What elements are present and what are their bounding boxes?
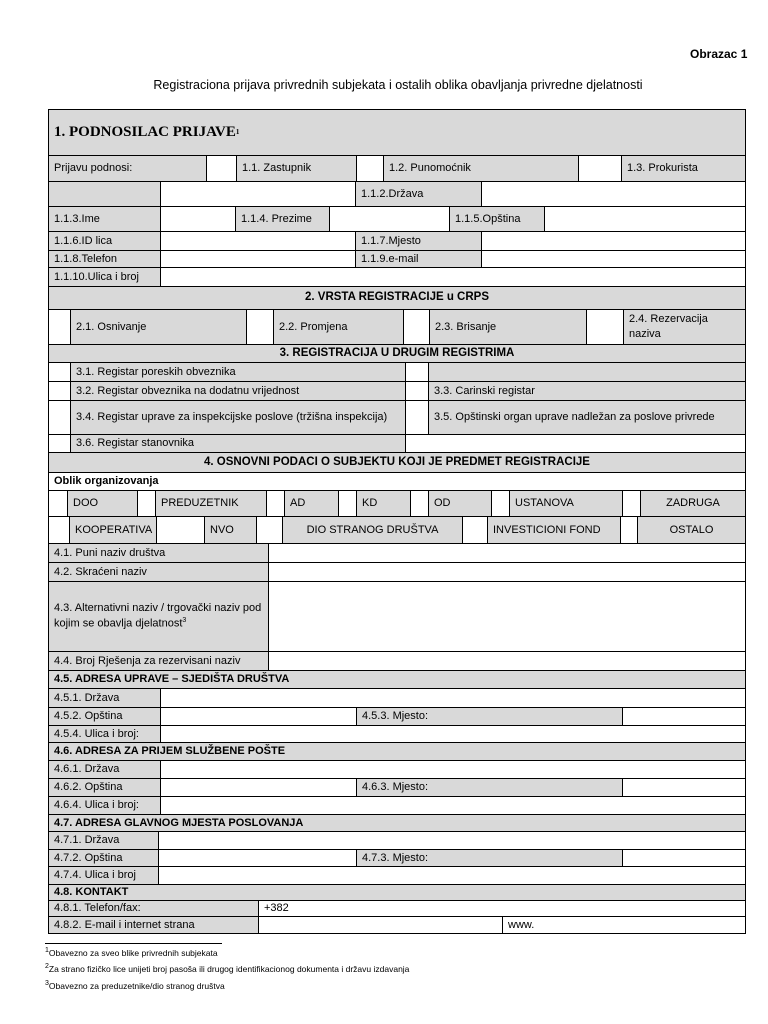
r34-label: 3.4. Registar uprave za inspekcijske poslove (tržišna inspekcija) — [70, 400, 406, 435]
r32-label: 3.2. Registar obveznika na dodatnu vrijednost — [70, 381, 406, 401]
prijavu-label: Prijavu podnosi: — [48, 155, 207, 182]
rezervacija-checkbox[interactable] — [586, 309, 624, 345]
org-preduzetnik: PREDUZETNIK — [155, 490, 267, 517]
org-doo: DOO — [67, 490, 138, 517]
a462-label: 4.6.2. Opština — [48, 778, 161, 797]
footnote-3: $^3$Obavezno za preduzetnike/dio stranog društva — [45, 979, 225, 991]
empty-checkbox[interactable] — [405, 362, 429, 382]
a461-input[interactable] — [160, 760, 746, 779]
drzava-input[interactable] — [481, 181, 746, 207]
osnivanje-checkbox[interactable] — [48, 309, 71, 345]
mjesto-label: 1.1.7.Mjesto — [355, 231, 482, 251]
id-label: 1.1.6.ID lica — [48, 231, 161, 251]
adresa-glavnog-header: 4.7. ADRESA GLAVNOG MJESTA POSLOVANJA — [48, 814, 746, 832]
rezervacija-label: 2.4. Rezervacija naziva — [623, 309, 746, 345]
email-web-label: 4.8.2. E-mail i internet strana — [48, 916, 259, 934]
r35-label: 3.5. Opštinski organ uprave nadležan za poslove privrede — [428, 400, 746, 435]
org-ostalo: OSTALO — [637, 516, 746, 544]
preduzetnik-checkbox[interactable] — [137, 490, 156, 517]
prokurista-checkbox[interactable] — [578, 155, 622, 182]
adresa-poste-header: 4.6. ADRESA ZA PRIJEM SLUŽBENE POŠTE — [48, 742, 746, 761]
section-4-title: 4. OSNOVNI PODACI O SUBJEKTU KOJI JE PREDMET REGISTRACIJE — [48, 452, 746, 473]
r35-checkbox[interactable] — [405, 400, 429, 435]
empty-gray-cell — [428, 362, 746, 382]
telefon-label: 1.1.8.Telefon — [48, 250, 161, 268]
org-nvo: NVO — [204, 516, 257, 544]
id-input[interactable] — [160, 231, 356, 251]
blank-cell — [405, 434, 746, 453]
a474-input[interactable] — [158, 866, 746, 885]
email-input[interactable] — [481, 250, 746, 268]
kooperativa-checkbox[interactable] — [48, 516, 70, 544]
ime-input[interactable] — [160, 206, 236, 232]
telefon-fax-input[interactable]: +382 — [258, 900, 746, 917]
section-1-title: 1. PODNOSILAC PRIJAVE 1 — [48, 109, 746, 156]
a461-label: 4.6.1. Država — [48, 760, 161, 779]
ostalo-checkbox[interactable] — [620, 516, 638, 544]
a452-input[interactable] — [160, 707, 357, 726]
a464-input[interactable] — [160, 796, 746, 815]
r36-checkbox[interactable] — [48, 434, 71, 453]
org-kooperativa: KOOPERATIVA — [69, 516, 157, 544]
osnivanje-label: 2.1. Osnivanje — [70, 309, 247, 345]
punomocnik-checkbox[interactable] — [356, 155, 384, 182]
rjesenje-label: 4.4. Broj Rješenja za rezervisani naziv — [48, 651, 269, 671]
a454-label: 4.5.4. Ulica i broj: — [48, 725, 161, 743]
website-input[interactable]: www. — [502, 916, 746, 934]
footnote-2: $^2$Za strano fizičko lice unijeti broj pasoša ili drugog identifikacionog dokumenta i državu izdavanja — [45, 963, 410, 975]
a472-label: 4.7.2. Opština — [48, 849, 159, 867]
kd-checkbox[interactable] — [338, 490, 357, 517]
org-ad: AD — [284, 490, 339, 517]
kontakt-header: 4.8. KONTAKT — [48, 884, 746, 901]
ustanova-checkbox[interactable] — [491, 490, 510, 517]
prezime-input[interactable] — [329, 206, 450, 232]
od-checkbox[interactable] — [410, 490, 429, 517]
ime-label: 1.1.3.Ime — [48, 206, 161, 232]
skraceni-naziv-label: 4.2. Skraćeni naziv — [48, 562, 269, 582]
zastupnik-label: 1.1. Zastupnik — [236, 155, 357, 182]
prokurista-label: 1.3. Prokurista — [621, 155, 746, 182]
org-investicioni: INVESTICIONI FOND — [487, 516, 621, 544]
blank-gray-cell — [48, 181, 161, 207]
a451-input[interactable] — [160, 688, 746, 708]
r34-checkbox[interactable] — [48, 400, 71, 435]
brisanje-label: 2.3. Brisanje — [429, 309, 587, 345]
a453-label: 4.5.3. Mjesto: — [356, 707, 623, 726]
punomocnik-label: 1.2. Punomoćnik — [383, 155, 579, 182]
a471-input[interactable] — [158, 831, 746, 850]
alternativni-naziv-input[interactable] — [268, 581, 746, 652]
a474-label: 4.7.4. Ulica i broj — [48, 866, 159, 885]
opstina-input[interactable] — [544, 206, 746, 232]
a452-label: 4.5.2. Opština — [48, 707, 161, 726]
mjesto-input[interactable] — [481, 231, 746, 251]
email-label: 1.1.9.e-mail — [355, 250, 482, 268]
form-number: Obrazac 1 — [690, 47, 748, 61]
doo-checkbox[interactable] — [48, 490, 68, 517]
telefon-input[interactable] — [160, 250, 356, 268]
r33-label: 3.3. Carinski registar — [428, 381, 746, 401]
org-od: OD — [428, 490, 492, 517]
a454-input[interactable] — [160, 725, 746, 743]
a463-input[interactable] — [622, 778, 746, 797]
a462-input[interactable] — [160, 778, 357, 797]
a472-input[interactable] — [158, 849, 357, 867]
investicioni-checkbox[interactable] — [462, 516, 488, 544]
footnotes — [45, 944, 409, 993]
alternativni-naziv-label: 4.3. Alternativni naziv / trgovački naziv pod kojim se obavlja djelatnost$^3$ — [48, 581, 269, 652]
a473-label: 4.7.3. Mjesto: — [356, 849, 623, 867]
telefon-fax-label: 4.8.1. Telefon/fax: — [48, 900, 259, 917]
org-dio-stranog: DIO STRANOG DRUŠTVA — [282, 516, 463, 544]
org-ustanova: USTANOVA — [509, 490, 623, 517]
r31-checkbox[interactable] — [48, 362, 71, 382]
ulica-label: 1.1.10.Ulica i broj — [48, 267, 161, 287]
r31-label: 3.1. Registar poreskih obveznika — [70, 362, 406, 382]
section-3-title: 3. REGISTRACIJA U DRUGIM REGISTRIMA — [48, 344, 746, 363]
a451-label: 4.5.1. Država — [48, 688, 161, 708]
form-subtitle: Registraciona prijava privrednih subjekata i ostalih oblika obavljanja privredne djelatnosti — [153, 78, 643, 92]
adresa-uprave-header: 4.5. ADRESA UPRAVE – SJEDIŠTA DRUŠTVA — [48, 670, 746, 689]
r32-checkbox[interactable] — [48, 381, 71, 401]
zastupnik-checkbox[interactable] — [206, 155, 237, 182]
oblik-label: Oblik organizovanja — [48, 472, 746, 491]
input-1-1-1[interactable] — [160, 181, 356, 207]
org-kd: KD — [356, 490, 411, 517]
promjena-checkbox[interactable] — [246, 309, 274, 345]
r33-checkbox[interactable] — [405, 381, 429, 401]
email-input-4-8-2[interactable] — [258, 916, 503, 934]
ad-checkbox[interactable] — [266, 490, 285, 517]
footnote-1: $^1$Obavezno za sveo blike privrednih subjekata — [45, 947, 218, 958]
rjesenje-input[interactable] — [268, 651, 746, 671]
puni-naziv-label: 4.1. Puni naziv društva — [48, 543, 269, 563]
brisanje-checkbox[interactable] — [403, 309, 430, 345]
section-2-title: 2. VRSTA REGISTRACIJE u CRPS — [48, 286, 746, 310]
ulica-input[interactable] — [160, 267, 746, 287]
a473-input[interactable] — [622, 849, 746, 867]
nvo-checkbox[interactable] — [156, 516, 205, 544]
dio-stranog-checkbox[interactable] — [256, 516, 283, 544]
org-zadruga: ZADRUGA — [640, 490, 746, 517]
a471-label: 4.7.1. Država — [48, 831, 159, 850]
opstina-label: 1.1.5.Opština — [449, 206, 545, 232]
prezime-label: 1.1.4. Prezime — [235, 206, 330, 232]
zadruga-checkbox[interactable] — [622, 490, 641, 517]
a464-label: 4.6.4. Ulica i broj: — [48, 796, 161, 815]
r36-label: 3.6. Registar stanovnika — [70, 434, 406, 453]
a453-input[interactable] — [622, 707, 746, 726]
a463-label: 4.6.3. Mjesto: — [356, 778, 623, 797]
promjena-label: 2.2. Promjena — [273, 309, 404, 345]
puni-naziv-input[interactable] — [268, 543, 746, 563]
skraceni-naziv-input[interactable] — [268, 562, 746, 582]
drzava-label: 1.1.2.Država — [355, 181, 482, 207]
